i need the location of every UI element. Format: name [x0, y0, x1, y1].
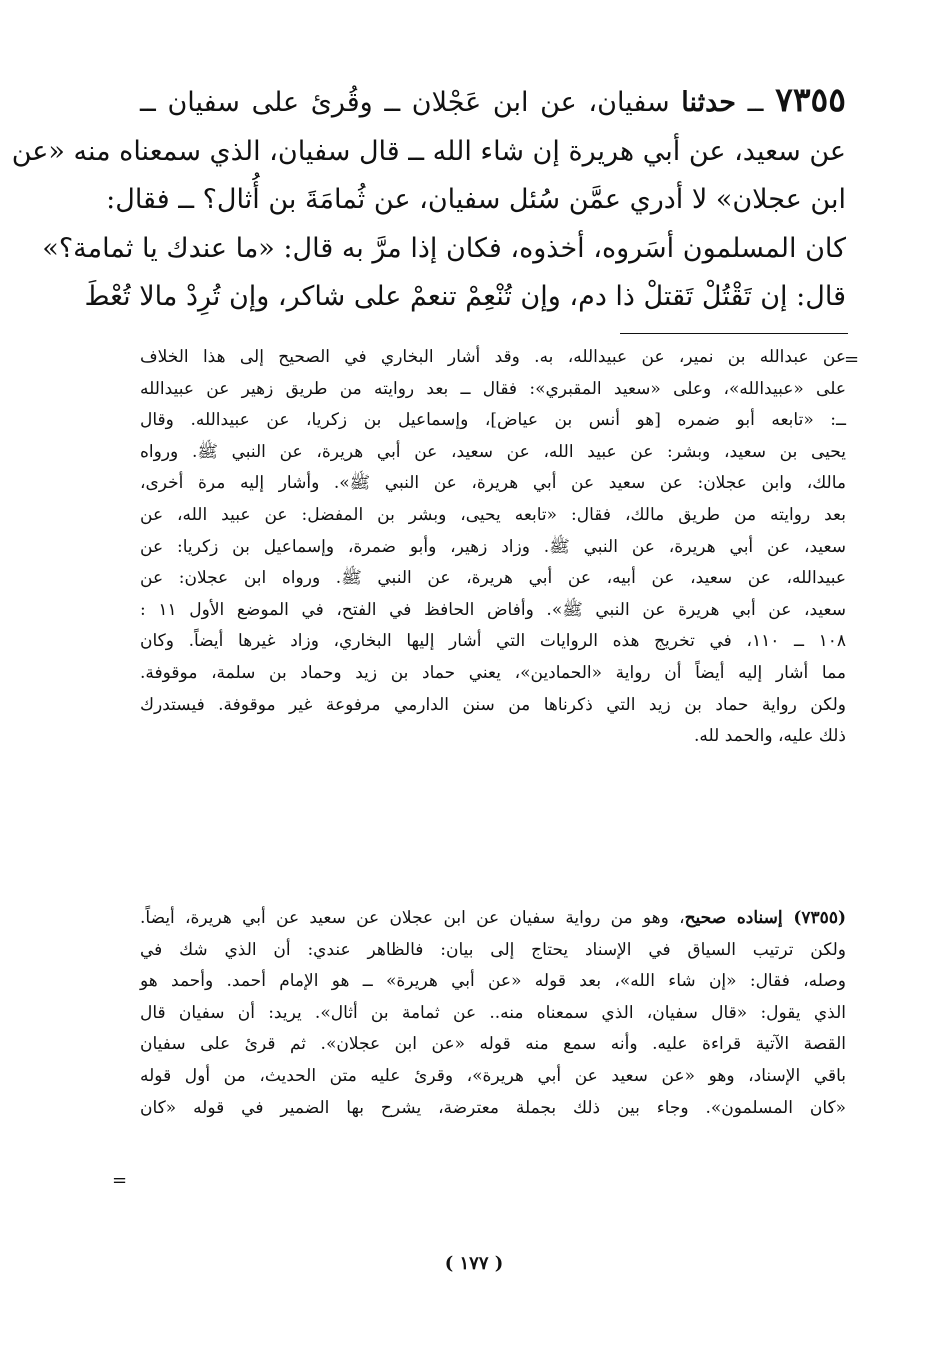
hadith-number: ٧٣٥٥: [775, 80, 846, 119]
footnote-line: ــ: «تابعه أبو ضمره [هو أنس بن عياض]، وإسماعيل بن زكريا، عن عبيدالله. وقال: [140, 410, 846, 431]
footnote-line-text: ، وهو من رواية سفيان عن ابن عجلان عن سعيد عن أبي هريرة، أيضاً.: [140, 908, 685, 928]
footnote-label: (٧٣٥٥) إسناده صحيح: [684, 908, 846, 928]
footnote-line: بعد روايته من طريق مالك، فقال: «تابعه يحيى، وبشر بن المفضل: عن عبيد الله، عن: [140, 504, 846, 525]
footnote-separator: [620, 333, 848, 334]
footnote-line: [140, 903, 846, 935]
hadith-line: ابن عجلان» لا أدري عمَّن سُئل سفيان، عن ثُمامَةَ بن أُثال؟ ــ فقال:: [106, 184, 846, 215]
footnote-line: سعيد، عن أبي هريرة، عن النبي ﷺ. وزاد زهير، وأبو ضمرة، وإسماعيل بن زكريا: عن: [140, 536, 846, 557]
footnote-line: باقي الإسناد، وهو «عن سعيد عن أبي هريرة»، وقرئ عليه متن الحديث، من أول قوله: [140, 1065, 846, 1086]
hadith-line: كان المسلمون أسَروه، أخذوه، فكان إذا مرَّ به قال: «ما عندك يا ثمامة؟»: [42, 232, 846, 264]
footnote-line: ذلك عليه، والحمد لله.: [694, 726, 846, 747]
hadith-line: قال: إن تَقْتُلْ تَقتلْ ذا دم، وإن تُنْعِمْ تنعمْ على شاكر، وإن تُرِدْ مالا تُعْطَ: [84, 281, 846, 312]
footnote-line: الذي يقول: «قال سفيان، الذي سمعناه منه.. عن ثمامة بن أثال». يريد: أن سفيان قال: [140, 1002, 846, 1023]
hadith-line-text: سفيان، عن ابن عَجْلان ــ وقُرئ على سفيان ــ: [140, 87, 682, 118]
footnote-line: سعيد، عن أبي هريرة عن النبي ﷺ». وأفاض الحافظ في الفتح، في الموضع الأول ١١ :: [140, 599, 846, 620]
footnote-continued: [140, 342, 846, 753]
footnote-line: ولكن رواية حماد بن زيد التي ذكرناها من سنن الدارمي مرفوعة غير موقوفة. فيستدرك: [140, 694, 846, 715]
hadith-text: [11, 76, 846, 322]
page-number: ( ١٧٧ ): [444, 1253, 504, 1274]
footnote-line: ١٠٨ ــ ١١٠، في تخريج هذه الروايات التي أشار إليها البخاري، وزاد غيرها أيضاً. وكان: [140, 631, 846, 652]
footnote-line: عبيدالله، عن سعيد، عن أبيه، عن أبي هريرة، عن النبي ﷺ. ورواه ابن عجلان: عن: [140, 568, 846, 589]
footnote-line: ولكن ترتيب السياق في الإسناد يحتاج إلى بيان: فالظاهر عندي: أن الذي شك في: [140, 939, 846, 960]
hadith-line: عن سعيد، عن أبي هريرة إن شاء الله ــ قال سفيان، الذي سمعناه منه «عن: [11, 135, 846, 167]
footnote-line: على «عبيدالله»، وعلى «سعيد المقبري»: فقال ــ بعد روايته من طريق زهير عن عبيدالله: [140, 378, 846, 399]
footnote-line: القصة الآتية قراءة عليه. وأنه سمع منه قوله «عن ابن عجلان». ثم قرئ على سفيان: [140, 1034, 846, 1055]
footnote-continued-marker: =: [844, 349, 860, 370]
footnote-line: مالك، وابن عجلان: عن سعيد عن أبي هريرة، عن النبي ﷺ». وأشار إليه مرة أخرى،: [140, 473, 846, 494]
footnote-continues-marker: =: [112, 1170, 128, 1191]
hadith-line: ٧٣٥٥ ــ حدثنا سفيان، عن ابن عَجْلان ــ وقُرئ على سفيان ــ: [140, 80, 846, 119]
footnote-line: وصله، فقال: «إن شاء الله»، بعد قوله «عن أبي هريرة» ــ هو الإمام أحمد. وأحمد هو: [140, 971, 846, 992]
footnote-line: يحيى بن سعيد، وبشر: عن عبيد الله، عن سعيد، عن أبي هريرة، عن النبي ﷺ. ورواه: [140, 441, 846, 462]
footnote-line: «كان المسلمون». وجاء بين ذلك بجملة معترضة، يشرح بها الضمير في قوله «كان: [140, 1097, 846, 1118]
hadith-lead-word: حدثنا: [681, 87, 736, 118]
footnote-line: عن عبدالله بن نمير، عن عبيدالله، به. وقد أشار البخاري في الصحيح إلى هذا الخلاف: [140, 347, 846, 367]
footnote-7355: [140, 903, 846, 1124]
footnote-line: مما أشار إليه أيضاً أن رواية «الحمادين»، يعني حماد بن زيد وحماد بن سلمة، موقوفة.: [140, 662, 846, 683]
